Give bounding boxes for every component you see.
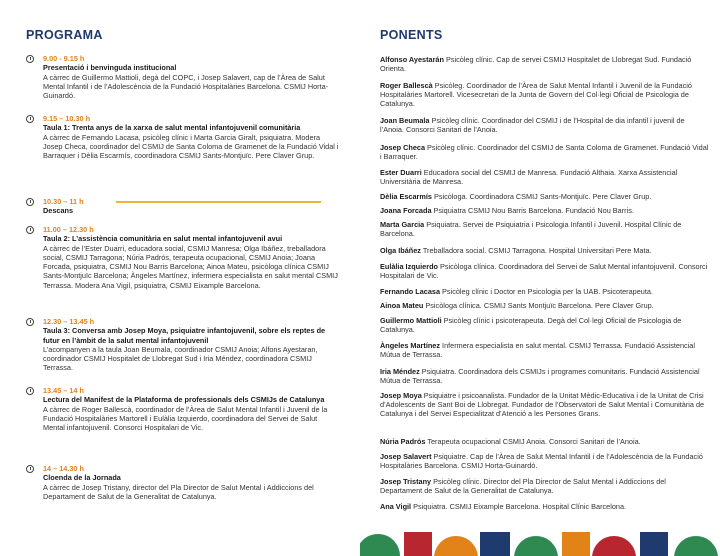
speaker-description: Psicòloga. Coordinadora CSMIJ Sants-Montjuïc. Pere Claver Grup. — [431, 192, 652, 201]
clock-icon — [26, 198, 34, 206]
programa-item — [26, 317, 341, 373]
speaker-name: Iria Méndez — [380, 367, 420, 376]
speaker-entry — [380, 502, 710, 511]
item-title: Taula 2: L’assistència comunitària en salut mental infantojuvenil avui — [43, 234, 283, 244]
speaker-description: Psicòloga clínica. CSMIJ Sants Montjuïc Barcelona. Pere Claver Grup. — [423, 301, 654, 310]
clock-icon — [26, 387, 34, 395]
speaker-entry — [380, 168, 710, 186]
speaker-entry — [380, 391, 710, 419]
break-divider — [116, 201, 321, 203]
decorative-shapes — [360, 528, 720, 556]
item-title: Cloenda de la Jornada — [43, 473, 121, 483]
speaker-name: Josep Checa — [380, 143, 426, 152]
speaker-entry — [380, 367, 710, 385]
speaker-description: Psicòleg clínic i psicoterapeuta. Degà del Col·legi Oficial de Psicologia de Catalunya. — [380, 316, 682, 335]
item-time: 9.15 – 10.30 h — [43, 114, 91, 123]
speaker-description: Psiquiatra CSMIJ Nou Barris Barcelona. Fundació Nou Barris. — [431, 206, 634, 215]
speaker-entry — [380, 287, 710, 296]
speaker-name: Núria Padrós — [380, 437, 426, 446]
speaker-description: Psicòleg clínic. Cap de servei CSMIJ Hospitalet de Llobregat Sud. Fundació Orienta. — [380, 55, 692, 74]
speaker-description: Terapeuta ocupacional CSMIJ Anoia. Consorci Sanitari de l’Anoia. — [425, 437, 641, 446]
speaker-description: Psicòleg clínic. Director del Pla Director de Salut Mental i Addiccions del Departament de Salut de la Generalitat de Catalunya. — [380, 477, 666, 496]
decorative-shape — [434, 536, 478, 556]
item-title: Lectura del Manifest de la Plataforma de professionals dels CSMIJs de Catalunya — [43, 395, 325, 405]
programa-item — [26, 54, 341, 100]
item-time: 10.30 – 11 h — [43, 197, 84, 206]
speaker-description: Psiquiatre. Cap de l’Àrea de Salut Mental Infantil i de l’Adolescència de la Fundació Hospitalàries Barcelona. CSMIJ Horta-Guinardó. — [380, 452, 703, 471]
speaker-name: Roger Ballescà — [380, 81, 433, 90]
item-time: 14 – 14.30 h — [43, 464, 84, 473]
speaker-entry — [380, 246, 710, 255]
speaker-entry — [380, 301, 710, 310]
speaker-entry — [380, 143, 710, 161]
decorative-shape — [360, 534, 400, 556]
clock-icon — [26, 465, 34, 473]
speaker-name: Josep Salavert — [380, 452, 432, 461]
speaker-name: Guillermo Mattioli — [380, 316, 442, 325]
speaker-description: Psiquiatra. Coordinadora dels CSMIJs i programes comunitaris. Fundació Assistencial Mútua de Terrassa. — [380, 367, 700, 386]
clock-icon — [26, 55, 34, 63]
speaker-description: Psicòloga clínica. Coordinadora del Servei de Salut Mental infantojuvenil. Consorci Hospitalari de Vic. — [380, 262, 708, 281]
speaker-name: Fernando Lacasa — [380, 287, 441, 296]
item-time: 12.30 – 13.45 h — [43, 317, 95, 326]
programa-title: PROGRAMA — [26, 28, 103, 42]
speaker-description: Psicòleg clínic. Coordinador del CSMIJ de Santa Coloma de Gramenet. Fundació Vidal i Barraquer. — [380, 143, 709, 162]
item-time: 9.00 - 9.15 h — [43, 54, 85, 63]
programa-item — [26, 197, 341, 216]
speaker-name: Joan Beumala — [380, 116, 430, 125]
speaker-entry — [380, 81, 710, 109]
item-title: Taula 3: Conversa amb Josep Moya, psiquiatre infantojuvenil, sobre els reptes de futur en l’àmbit de la salut mental infantojuvenil — [43, 326, 326, 345]
item-description: A càrrec de Fernando Lacasa, psicòleg clínic i Marta Garcia Giralt, psiquiatra. Modera Josep Checa, coordinador del CSMIJ de Santa Coloma de Gramenet de la Fundació Vidal i Barraquer i Dèlia Escarmís, coordinadora CSMIJ Sants-Montjuïc. Pere Claver Grup. — [43, 132, 339, 161]
speaker-description: Psicòleg clínic i Doctor en Psicologia per la UAB. Psicoterapeuta. — [440, 287, 653, 296]
speaker-name: Eulàlia Izquierdo — [380, 262, 438, 271]
speaker-description: Psicòleg. Coordinador de l’Àrea de Salut Mental Infantil i Juvenil de la Fundació Hospitalàries Martorell. Vicesecretari de la Junta de Govern del Col·legi Oficial de Psicologia de Catalunya. — [380, 81, 692, 109]
speaker-name: Dèlia Escarmís — [380, 192, 432, 201]
speaker-description: Psiquiatra. CSMIJ Eixample Barcelona. Hospital Clínic Barcelona. — [411, 502, 627, 511]
speaker-description: Psiquiatra. Servei de Psiquiatria i Psicologia Infantil i Juvenil. Hospital Clínic de Barcelona. — [380, 220, 682, 239]
decorative-shape — [592, 536, 636, 556]
decorative-shape — [640, 532, 668, 556]
speaker-name: Àngeles Martínez — [380, 341, 441, 350]
speaker-description: Psiquiatre i psicoanalista. Fundador de la Unitat Mèdic-Educativa i de la Unitat de Crisi d’Adolescents de Sant Boi de Llobregat. Fundador de l’Observatori de Salut Mental i Comunitària de Catalunya i del Servei Especialitzat d’Atenció a les Persones Grans. — [380, 391, 705, 419]
speaker-entry — [380, 192, 710, 201]
decorative-shape — [514, 536, 558, 556]
clock-icon — [26, 226, 34, 234]
programa-item — [26, 464, 341, 501]
item-time: 13.45 – 14 h — [43, 386, 84, 395]
item-title: Presentació i benvinguda institucional — [43, 63, 177, 73]
speaker-entry — [380, 452, 710, 470]
item-time: 11.00 – 12.30 h — [43, 225, 94, 234]
decorative-shape — [480, 532, 510, 556]
item-title: Taula 1: Trenta anys de la xarxa de salut mental infantojuvenil comunitària — [43, 123, 301, 133]
speaker-entry — [380, 316, 710, 334]
decorative-shape — [404, 532, 432, 556]
item-description: A càrrec de Guillermo Mattioli, degà del COPC, i Josep Salavert, cap de l’Àrea de Salut Mental Infantil i de l’Adolescència de la Fundació Hospitalàries Barcelona. CSMIJ Horta-Guinardó. — [43, 72, 329, 101]
speaker-entry — [380, 55, 710, 73]
speaker-entry — [380, 437, 710, 446]
speaker-description: Educadora social del CSMIJ de Manresa. Fundació Althaia. Xarxa Assistencial Universitària de Manresa. — [380, 168, 678, 187]
speaker-name: Ainoa Mateu — [380, 301, 424, 310]
speaker-entry — [380, 116, 710, 134]
speaker-name: Joana Forcada — [380, 206, 432, 215]
speaker-entry — [380, 206, 710, 215]
ponents-title: PONENTS — [380, 28, 443, 42]
speaker-entry — [380, 341, 710, 359]
decorative-shape — [562, 532, 590, 556]
speaker-description: Psicòleg clínic. Coordinador del CSMIJ i de l’Hospital de dia infantil i juvenil de l’Anoia. Consorci Sanitari de l’Anoia. — [380, 116, 685, 135]
speaker-name: Olga Ibáñez — [380, 246, 421, 255]
speaker-name: Josep Moya — [380, 391, 422, 400]
programa-item — [26, 114, 341, 160]
speaker-entry — [380, 220, 710, 238]
decorative-shape — [674, 536, 718, 556]
item-title: Descans — [43, 206, 74, 216]
item-description: A càrrec de l’Ester Duarri, educadora social, CSMIJ Manresa; Olga Ibáñez, treballadora social, CSMIJ Tarragona; Núria Padrós, terapeuta ocupacional, CSMIJ Anoia; Joana Forcada, psiquiatra, CSMIJ Nou Barris Barcelona; Ainoa Mateu, psicòloga clínica CSMIJ Sants-Montjuïc Barcelona; Àngeles Martínez, infermera especialista en salut mental CSMIJ Terrassa. Modera Ana Vigil, psiquiatra, CSMIJ Eixample Barcelona. — [43, 243, 338, 290]
clock-icon — [26, 318, 34, 326]
programa-item — [26, 225, 341, 290]
speaker-name: Josep Tristany — [380, 477, 432, 486]
clock-icon — [26, 115, 34, 123]
programa-item — [26, 386, 341, 432]
speaker-description: Treballadora social. CSMIJ Tarragona. Hospital Universitari Pere Mata. — [420, 246, 652, 255]
item-description: L’acompanyen a la taula Joan Beumala, coordinador CSMIJ Anoia; Alfons Ayestaran, coordinador CSMIJ Hospitalet de Llobregat Sud i Iria Méndez, coordinadora CSMIJ Terrassa. — [43, 344, 318, 373]
speaker-name: Marta Garcia — [380, 220, 425, 229]
item-description: A càrrec de Roger Ballescà, coordinador de l’Àrea de Salut Mental Infantil i Juvenil de la Fundació Hospitalàries Martorell i Eulàlia Izquierdo, coordinadora del Servei de Salut Mental infantojuvenil. Consorci Hospitalari de Vic. — [43, 404, 328, 433]
speaker-name: Alfonso Ayestarán — [380, 55, 444, 64]
speaker-entry — [380, 262, 710, 280]
speaker-name: Ana Vigil — [380, 502, 412, 511]
speaker-entry — [380, 477, 710, 495]
speaker-description: Infermera especialista en salut mental. CSMIJ Terrassa. Fundació Assistencial Mútua de Terrassa. — [380, 341, 695, 360]
speaker-name: Ester Duarri — [380, 168, 422, 177]
item-description: A càrrec de Josep Tristany, director del Pla Director de Salut Mental i Addiccions del Departament de Salut de la Generalitat de Catalunya. — [43, 482, 314, 501]
